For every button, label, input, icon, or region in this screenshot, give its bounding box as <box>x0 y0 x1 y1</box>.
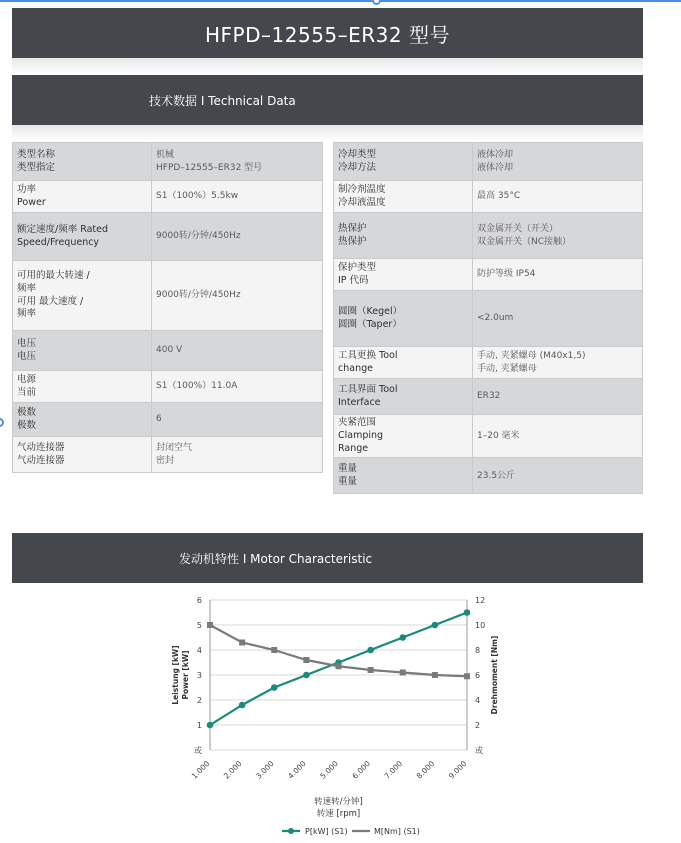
spec-key-line: Speed/Frequency <box>17 236 100 248</box>
power-point <box>367 647 374 654</box>
torque-point <box>207 622 213 628</box>
power-point <box>239 702 246 709</box>
spec-key-line: 制冷剂温度 <box>338 183 386 195</box>
spec-row <box>13 437 323 473</box>
spec-value-line: 1–20 毫米 <box>477 431 520 442</box>
y-tick-left: 2 <box>196 696 202 705</box>
spec-value-line: S1（100%）11.0A <box>156 381 238 392</box>
spec-key-line: 频率 <box>17 282 37 294</box>
spec-key-line: 极数 <box>17 406 37 418</box>
spec-key-line: 圆圈（Kegel） <box>338 305 403 317</box>
spec-key-line: IP 代码 <box>338 274 369 286</box>
motor-characteristic-header <box>12 533 643 583</box>
spec-value <box>152 371 323 403</box>
x-tick-label: 5.000 <box>318 759 340 781</box>
spec-value-line: 手动, 夹紧螺母 <box>477 363 537 374</box>
spec-row <box>334 415 643 458</box>
spec-value <box>473 415 643 458</box>
power-point <box>207 722 214 729</box>
spec-row <box>13 181 323 213</box>
spec-key-line: 极数 <box>17 419 37 431</box>
x-axis-label-1: 转速转/分钟] <box>314 797 363 807</box>
x-tick-label: 9.000 <box>446 759 469 781</box>
spec-key-line: 可用的最大转速 / <box>17 269 90 281</box>
y-axis-label-left-1: Leistung [kW] <box>171 645 180 705</box>
y-tick-right: 10 <box>475 621 486 630</box>
spec-value-line: 6 <box>156 414 162 425</box>
tech-header-shadow <box>12 125 643 141</box>
spec-key-line: 功率 <box>17 183 37 195</box>
y-tick-right: 12 <box>475 596 486 605</box>
spec-key <box>13 213 152 261</box>
y-tick-left: 1 <box>196 721 202 730</box>
y-axis-label-right: Drehmoment [Nm] <box>490 635 499 715</box>
technical-data-heading: 技术数据 I Technical Data <box>149 93 296 108</box>
spec-row <box>13 331 323 371</box>
power-point <box>303 672 310 679</box>
spec-value-line: 400 V <box>156 345 183 356</box>
motor-characteristic-heading: 发动机特性 I Motor Characteristic <box>179 551 373 566</box>
legend-label-power: P[kW] (S1) <box>305 827 348 836</box>
spec-key <box>13 261 152 331</box>
spec-row <box>334 143 643 181</box>
spec-value-line: 封闭空气 <box>156 443 193 454</box>
spec-value <box>152 331 323 371</box>
spec-key <box>13 181 152 213</box>
spec-row <box>13 143 323 181</box>
spec-key <box>13 331 152 371</box>
y-tick-right: 2 <box>475 721 481 730</box>
spec-key-line: 气动连接器 <box>17 441 65 453</box>
spec-value-line: 液体冷却 <box>477 150 514 161</box>
y-tick-left: 3 <box>196 671 202 680</box>
spec-key-line: 电源 <box>17 373 37 385</box>
torque-point <box>400 670 406 676</box>
selection-frame-top <box>0 0 681 2</box>
y-tick-right: 4 <box>475 696 481 705</box>
spec-value <box>152 143 323 181</box>
legend-marker-power <box>288 828 294 834</box>
spec-value-line: 9000转/分钟/450Hz <box>156 290 241 301</box>
spec-key-line: 频率 <box>17 308 37 320</box>
spec-row <box>334 347 643 379</box>
spec-value-line: 9000转/分钟/450Hz <box>156 231 241 242</box>
spec-key-line: 夹紧范围 <box>338 417 377 428</box>
spec-key-line: 圆圈（Taper） <box>338 318 402 330</box>
y-tick-left: 5 <box>196 621 202 630</box>
x-tick-label: 4.000 <box>286 759 308 781</box>
spec-value <box>473 379 643 415</box>
torque-point <box>303 657 309 663</box>
y-tick-left: 6 <box>196 596 202 605</box>
spec-key-line: 可用 最大速度 / <box>17 295 84 307</box>
spec-key <box>334 458 473 494</box>
x-tick-label: 8.000 <box>414 759 437 781</box>
spec-value <box>152 437 323 473</box>
spec-key-line: 保护类型 <box>338 261 377 273</box>
x-tick-label: 1.000 <box>189 759 212 781</box>
spec-value-line: 23.5公斤 <box>477 470 516 481</box>
spec-value <box>152 261 323 331</box>
spec-key-line: 工具更换 Tool <box>338 349 398 361</box>
torque-point <box>239 640 245 646</box>
torque-point <box>271 647 277 653</box>
spec-value <box>473 181 643 213</box>
spec-key-line: 电压 <box>17 350 37 362</box>
spec-value-line: HFPD–12555–ER32 型号 <box>156 162 263 173</box>
spec-value <box>473 213 643 259</box>
spec-key-line: 类型指定 <box>17 161 56 173</box>
spec-value-line: ER32 <box>477 391 501 402</box>
document-title-banner <box>12 8 643 58</box>
spec-value <box>473 259 643 291</box>
spec-row <box>13 371 323 403</box>
spec-key <box>13 143 152 181</box>
spec-row <box>13 213 323 261</box>
torque-point <box>464 673 470 679</box>
y-tick-right: 6 <box>475 671 481 680</box>
spec-value <box>152 213 323 261</box>
resize-handle-left[interactable] <box>0 418 4 427</box>
spec-key <box>334 213 473 259</box>
spec-table-left <box>12 142 323 473</box>
spec-value-line: S1（100%）5.5kw <box>156 191 239 202</box>
spec-key <box>334 181 473 213</box>
spec-key <box>334 143 473 181</box>
power-point <box>464 609 471 616</box>
spec-value <box>152 181 323 213</box>
x-tick-label: 6.000 <box>350 759 373 781</box>
spec-key-line: Clamping <box>338 429 384 441</box>
spec-key-line: 工具界面 Tool <box>338 383 398 395</box>
torque-point <box>368 667 374 673</box>
spec-key-line: 热保护 <box>338 222 367 234</box>
spec-value-line: 密封 <box>156 455 175 466</box>
spec-value <box>473 347 643 379</box>
spec-key-line: Range <box>338 442 369 454</box>
spec-key <box>334 347 473 379</box>
spec-key-line: 热保护 <box>338 235 367 247</box>
spec-key-line: 电压 <box>17 337 37 349</box>
spec-value-line: <2.0um <box>477 313 514 324</box>
spec-row <box>334 379 643 415</box>
spec-key <box>334 291 473 347</box>
spec-key-line: change <box>338 362 373 374</box>
torque-point <box>336 663 342 669</box>
spec-table-right <box>333 142 643 494</box>
spec-value <box>473 291 643 347</box>
technical-data-header <box>12 75 643 125</box>
spec-value-line: 防护等级 IP54 <box>477 269 536 280</box>
spec-row <box>334 291 643 347</box>
spec-row <box>334 213 643 259</box>
y-tick-left: 4 <box>196 646 202 655</box>
x-tick-label: 2.000 <box>221 759 244 781</box>
spec-key-line: 重量 <box>338 463 358 475</box>
power-point <box>432 622 439 629</box>
power-point <box>271 684 278 691</box>
spec-value <box>473 458 643 494</box>
y-axis-label-left-2: Power [kW] <box>181 650 190 700</box>
spec-key-line: Interface <box>338 396 381 408</box>
spec-key-line: 冷却方法 <box>338 161 377 173</box>
x-tick-label: 7.000 <box>382 759 405 781</box>
spec-key-line: Power <box>17 196 46 208</box>
spec-value <box>473 143 643 181</box>
spec-row <box>334 181 643 213</box>
title-shadow <box>12 58 643 74</box>
spec-value-line: 液体冷却 <box>477 162 514 173</box>
spec-key-line: 气动连接器 <box>17 454 65 466</box>
y-tick-right: 8 <box>475 646 481 655</box>
spec-value <box>152 403 323 437</box>
spec-key-line: 冷却类型 <box>338 148 377 160</box>
x-axis-label-2: 转速 [rpm] <box>316 809 361 819</box>
spec-key-line: 额定速度/频率 Rated <box>17 223 109 235</box>
spec-row <box>13 403 323 437</box>
spec-value-line: 最高 35°C <box>477 191 521 202</box>
document-title: HFPD–12555–ER32 型号 <box>205 22 450 47</box>
spec-key <box>334 259 473 291</box>
spec-key <box>334 379 473 415</box>
spec-key <box>334 415 473 458</box>
spec-value-line: 双金属开关（开关） <box>477 224 559 235</box>
torque-point <box>432 672 438 678</box>
spec-row <box>334 259 643 291</box>
legend-label-torque: M[Nm] (S1) <box>374 827 420 836</box>
spec-value-line: 机械 <box>156 150 175 161</box>
power-point <box>399 634 406 641</box>
spec-key-line: 当前 <box>17 386 37 398</box>
spec-value-line: 手动, 夹紧螺母 (M40x1,5) <box>477 351 586 362</box>
spec-key-line: 冷却液温度 <box>338 196 386 208</box>
y-tick-right: 或 <box>475 746 483 755</box>
spec-key <box>13 437 152 473</box>
spec-key-line: 重量 <box>338 475 358 487</box>
resize-handle-top[interactable] <box>372 0 381 5</box>
y-tick-left: 或 <box>194 746 202 755</box>
x-tick-label: 3.000 <box>254 759 276 781</box>
motor-characteristic-chart <box>0 583 681 843</box>
spec-key <box>13 403 152 437</box>
spec-value-line: 双金属开关（NC接触） <box>477 236 572 247</box>
spec-row <box>334 458 643 494</box>
spec-key-line: 类型名称 <box>17 148 56 160</box>
spec-row <box>13 261 323 331</box>
spec-key <box>13 371 152 403</box>
